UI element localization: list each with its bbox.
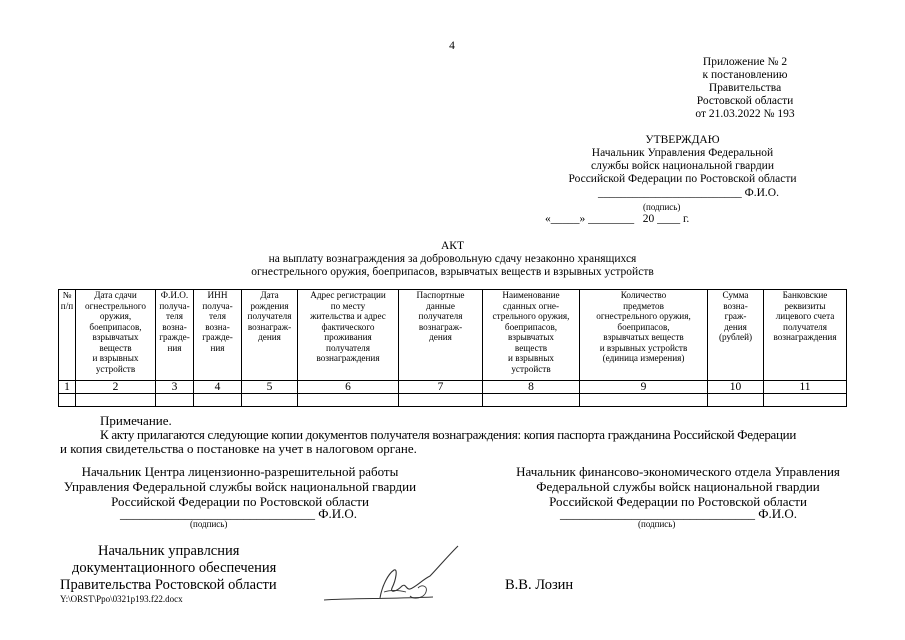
column-number: 6 [298,381,399,394]
footer-name: В.В. Лозин [505,577,574,593]
appendix-block [670,56,820,121]
note-line-1: К акту прилагаются следующие копии документов получателя вознаграждения: копия паспорта гражданина Российской Федерации [100,427,796,442]
right-sign-line: Начальник финансово-экономического отдела Управления [516,464,840,479]
left-sign-line: Начальник Центра лицензионно-разрешительной работы [81,464,399,479]
footer-line-2: документационного обеспечения [72,560,277,576]
note-line-2: и копия свидетельства о постановке на учет в налоговом органе. [60,441,417,456]
column-header: Наименование сданных огне- стрельного оружия, боеприпасов, взрывчатых веществ и взрывных устройств [483,290,580,381]
column-number: 8 [483,381,580,394]
left-sign-line: Управления Федеральной службы войск национальной гвардии [63,479,417,494]
table-cell [59,394,76,407]
left-sign-line: Российской Федерации по Ростовской области [111,494,369,509]
right-sign-line: Российской Федерации по Ростовской области [549,494,807,509]
appendix-line: Ростовской области [696,95,794,107]
right-sign-line: Федеральной службы войск национальной гвардии [536,479,820,494]
approve-title: УТВЕРЖДАЮ [645,134,720,146]
approve-line: Российской Федерации по Ростовской области [568,173,797,185]
right-sign-block [478,464,878,509]
column-number: 2 [76,381,156,394]
table-cell [708,394,764,407]
column-number: 4 [194,381,242,394]
column-number: 1 [59,381,76,394]
act-title: АКТ [441,240,464,252]
column-number: 5 [242,381,298,394]
column-header: № п/п [59,290,76,381]
column-header: Сумма возна- граж- дения (рублей) [708,290,764,381]
approve-line: Начальник Управления Федеральной [591,147,774,159]
column-number: 11 [764,381,847,394]
table-header-row [59,290,847,381]
column-number: 3 [156,381,194,394]
table-cell [194,394,242,407]
column-header: ИНН получа- теля возна- гражде- ния [194,290,242,381]
column-number: 7 [399,381,483,394]
table-cell [298,394,399,407]
table-cell [764,394,847,407]
table-cell [483,394,580,407]
right-sign-blank: ______________________________ Ф.И.О. [560,506,798,521]
appendix-line: Правительства [708,82,782,94]
appendix-line: к постановлению [702,69,788,81]
column-header: Дата сдачи огнестрельного оружия, боеприпасов, взрывчатых веществ и взрывных устройств [76,290,156,381]
approval-block [530,134,835,186]
column-number: 9 [580,381,708,394]
table-cell [580,394,708,407]
act-table [58,289,847,407]
column-header: Ф.И.О. получа- теля возна- гражде- ния [156,290,194,381]
approve-sign-blank: _________________________ Ф.И.О. [598,187,779,199]
table-row [59,394,847,407]
note-title: Примечание. [100,413,172,428]
act-title-block [150,240,755,279]
approve-sign-caption: (подпись) [643,202,681,212]
column-header: Банковские реквизиты лицевого счета получателя вознаграждения [764,290,847,381]
column-header: Количество предметов огнестрельного оружия, боеприпасов, взрывчатых веществ и взрывных устройств (единица измерения) [580,290,708,381]
footer-line-1: Начальник управлсния [98,543,240,559]
page-number: 4 [449,40,455,52]
footer-line-3: Правительства Ростовской области [60,577,277,593]
table-cell [242,394,298,407]
approve-date-line: «_____» ________ 20 ____ г. [545,213,690,225]
appendix-line: от 21.03.2022 № 193 [695,108,795,120]
appendix-line: Приложение № 2 [702,56,788,68]
approve-line: службы войск национальной гвардии [591,160,774,172]
left-sign-block [40,464,440,509]
column-header: Паспортные данные получателя вознаграж- дения [399,290,483,381]
act-subtitle: огнестрельного оружия, боеприпасов, взрывчатых веществ и взрывных устройств [251,266,654,278]
table-cell [399,394,483,407]
right-sign-caption: (подпись) [638,519,676,529]
file-path: Y:\ORST\Ppo\0321p193.f22.docx [60,594,183,604]
column-number: 10 [708,381,764,394]
table-cell [76,394,156,407]
table-cell [156,394,194,407]
column-header: Адрес регистрации по месту жительства и адрес фактического проживания получателя вознаграждения [298,290,399,381]
column-header: Дата рождения получателя вознаграж- дения [242,290,298,381]
act-subtitle: на выплату вознаграждения за добровольную сдачу незаконно хранящихся [268,253,637,265]
left-sign-caption: (подпись) [190,519,228,529]
column-number-row [59,381,847,394]
handwritten-signature [318,540,478,606]
left-sign-blank: ______________________________ Ф.И.О. [120,506,358,521]
